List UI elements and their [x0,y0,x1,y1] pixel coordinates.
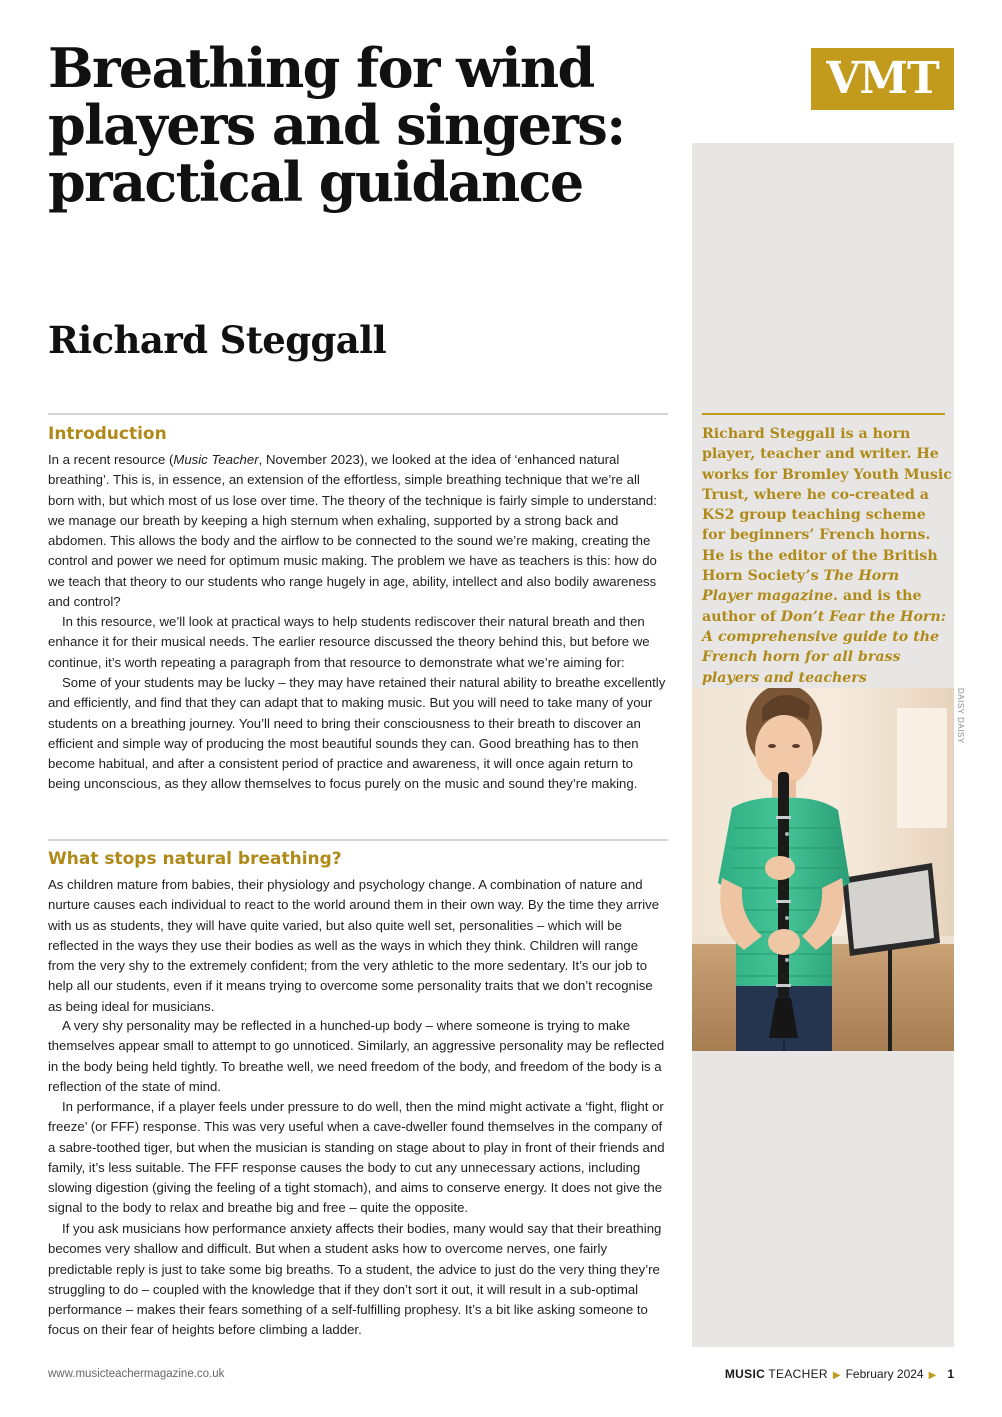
triangle-right-icon: ▶ [832,1370,841,1381]
bio-book-title: Don’t Fear the Horn: A comprehensive guide to the French horn for all brass players and teachers [702,608,946,686]
triangle-right-icon: ▶ [928,1370,937,1381]
intro-p1-publication: Music Teacher [173,452,259,467]
bio-text: Richard Steggall is a horn player, teacher and writer. He works for Bromley Youth Music Trust, where he co-created a KS2 group teaching scheme for beginners’ French horns. He is the editor of the British Horn Society’s [702,426,952,585]
bio-text-2: . and is the author of [702,588,922,625]
footer-website-link[interactable]: www.musicteachermagazine.co.uk [48,1368,225,1380]
author-bio [702,424,952,688]
photo-credit: DAISY DAISY [956,688,965,744]
stops-paragraph-1: As children mature from babies, their physiology and psychology change. A combination of nature and nurture causes each individual to react to the world around them in their own way. By the time they arrive with us as students, they will have quite varied, but also quite well set, personalities – which will be reflected in the ways they use their bodies as well as the ways in which they think. Children will range from the very shy to the extremely confident; from the very athletic to the more sedentary. It’s our job to help all our students, even if it means trying to overcome some personality traits that we don’t recognise as being ideal for musicians. [48,877,660,1014]
section-divider [48,413,668,415]
bio-magazine-title: The Horn Player magazine [702,568,900,605]
section-heading-what-stops: What stops natural breathing? [48,849,342,869]
intro-paragraph-2: In this resource, we’ll look at practical ways to help students rediscover their natural breath and then enhance it for their musical needs. The earlier resource discussed the theory behind this, but before we continue, it’s worth repeating a paragraph from that resource to demonstrate what we’re aiming for: [48,614,650,670]
section-heading-introduction: Introduction [48,424,167,444]
vmt-logo: VMT [811,48,954,110]
stops-paragraph-4: If you ask musicians how performance anxiety affects their bodies, many would say that their breathing becomes very shallow and difficult. But when a student asks how to overcome nerves, one fairly predictable reply is just to take some big breaths. To a student, the advice to just do the very thing they’re struggling to do – coupled with the knowledge that if they don’t sort it out, it will result in a sub-optimal performance – makes their fears something of a self-fulfilling prophesy. It’s a bit like asking someone to focus on their fear of heights before climbing a ladder. [48,1221,662,1338]
intro-p1-text: In a recent resource ( [48,452,174,467]
stops-paragraph-3: In performance, if a player feels under pressure to do well, then the mind might activate a ‘fight, flight or freeze’ (or FFF) response. This was very useful when a cave-dweller found themselves in the company of a sabre-toothed tiger, but when the musician is standing on stage about to play in front of their friends and family, it’s less suitable. The FFF response causes the body to cut any unnecessary actions, including slowing digestion (giving the feeling of a tight stomach), and aims to conserve energy. It does not give the signal to the body to relax and breathe big and free – quite the opposite. [48,1099,665,1216]
intro-paragraph-3: Some of your students may be lucky – they may have retained their natural ability to breathe excellently and efficiently, and find that they can adapt that to making music. But you will need to take many of your students on a breathing journey. You’ll need to bring their consciousness to their breath to discover an efficient and simple way of producing the most beautiful sounds they can. Good breathing has to then become habitual, and after a consistent period of practice and awareness, it will once again return to being unconscious, as they allow themselves to focus purely on the music and sound they’re making. [48,675,666,792]
author-name: Richard Steggall [48,318,387,362]
bio-divider [702,413,945,415]
footer-issue-info [725,1367,954,1381]
article-title: Breathing for wind players and singers: practical guidance [48,36,625,214]
intro-p1-text-2: , November 2023), we looked at the idea of ‘enhanced natural breathing’. This is, in essence, an extension of the effortless, simple breathing technique that we’re all born with, but which most of us lose over time. The theory of the technique is fairly simple to understand: we manage our breath by keeping a high sternum when exhaling, supported by a strong back and abdomen. This allows the body and the airflow to be connected to the sound we’re making, creating the control and power we need for optimum music making. The problem we have as teachers is this: how do we teach that theory to our students who range hugely in age, ability, intellect and also bodily awareness and control? [48,452,657,610]
page-number: 1 [947,1367,954,1381]
clarinet-player-photo [692,688,954,1051]
footer-magazine-name: MUSIC [724,1367,766,1381]
stops-paragraph-2: A very shy personality may be reflected in a hunched-up body – where someone is trying to make themselves appear small to attempt to go unnoticed. Similarly, an aggressive personality may be reflected in the body being held tightly. To breathe well, we need freedom of the body, and freedom of the body is a reflection of the state of mind. [48,1018,665,1094]
intro-paragraph-1 [48,450,668,612]
footer-magazine-name-2: TEACHER [768,1367,828,1381]
section-divider [48,839,668,841]
footer-issue-date: February 2024 [845,1367,924,1381]
